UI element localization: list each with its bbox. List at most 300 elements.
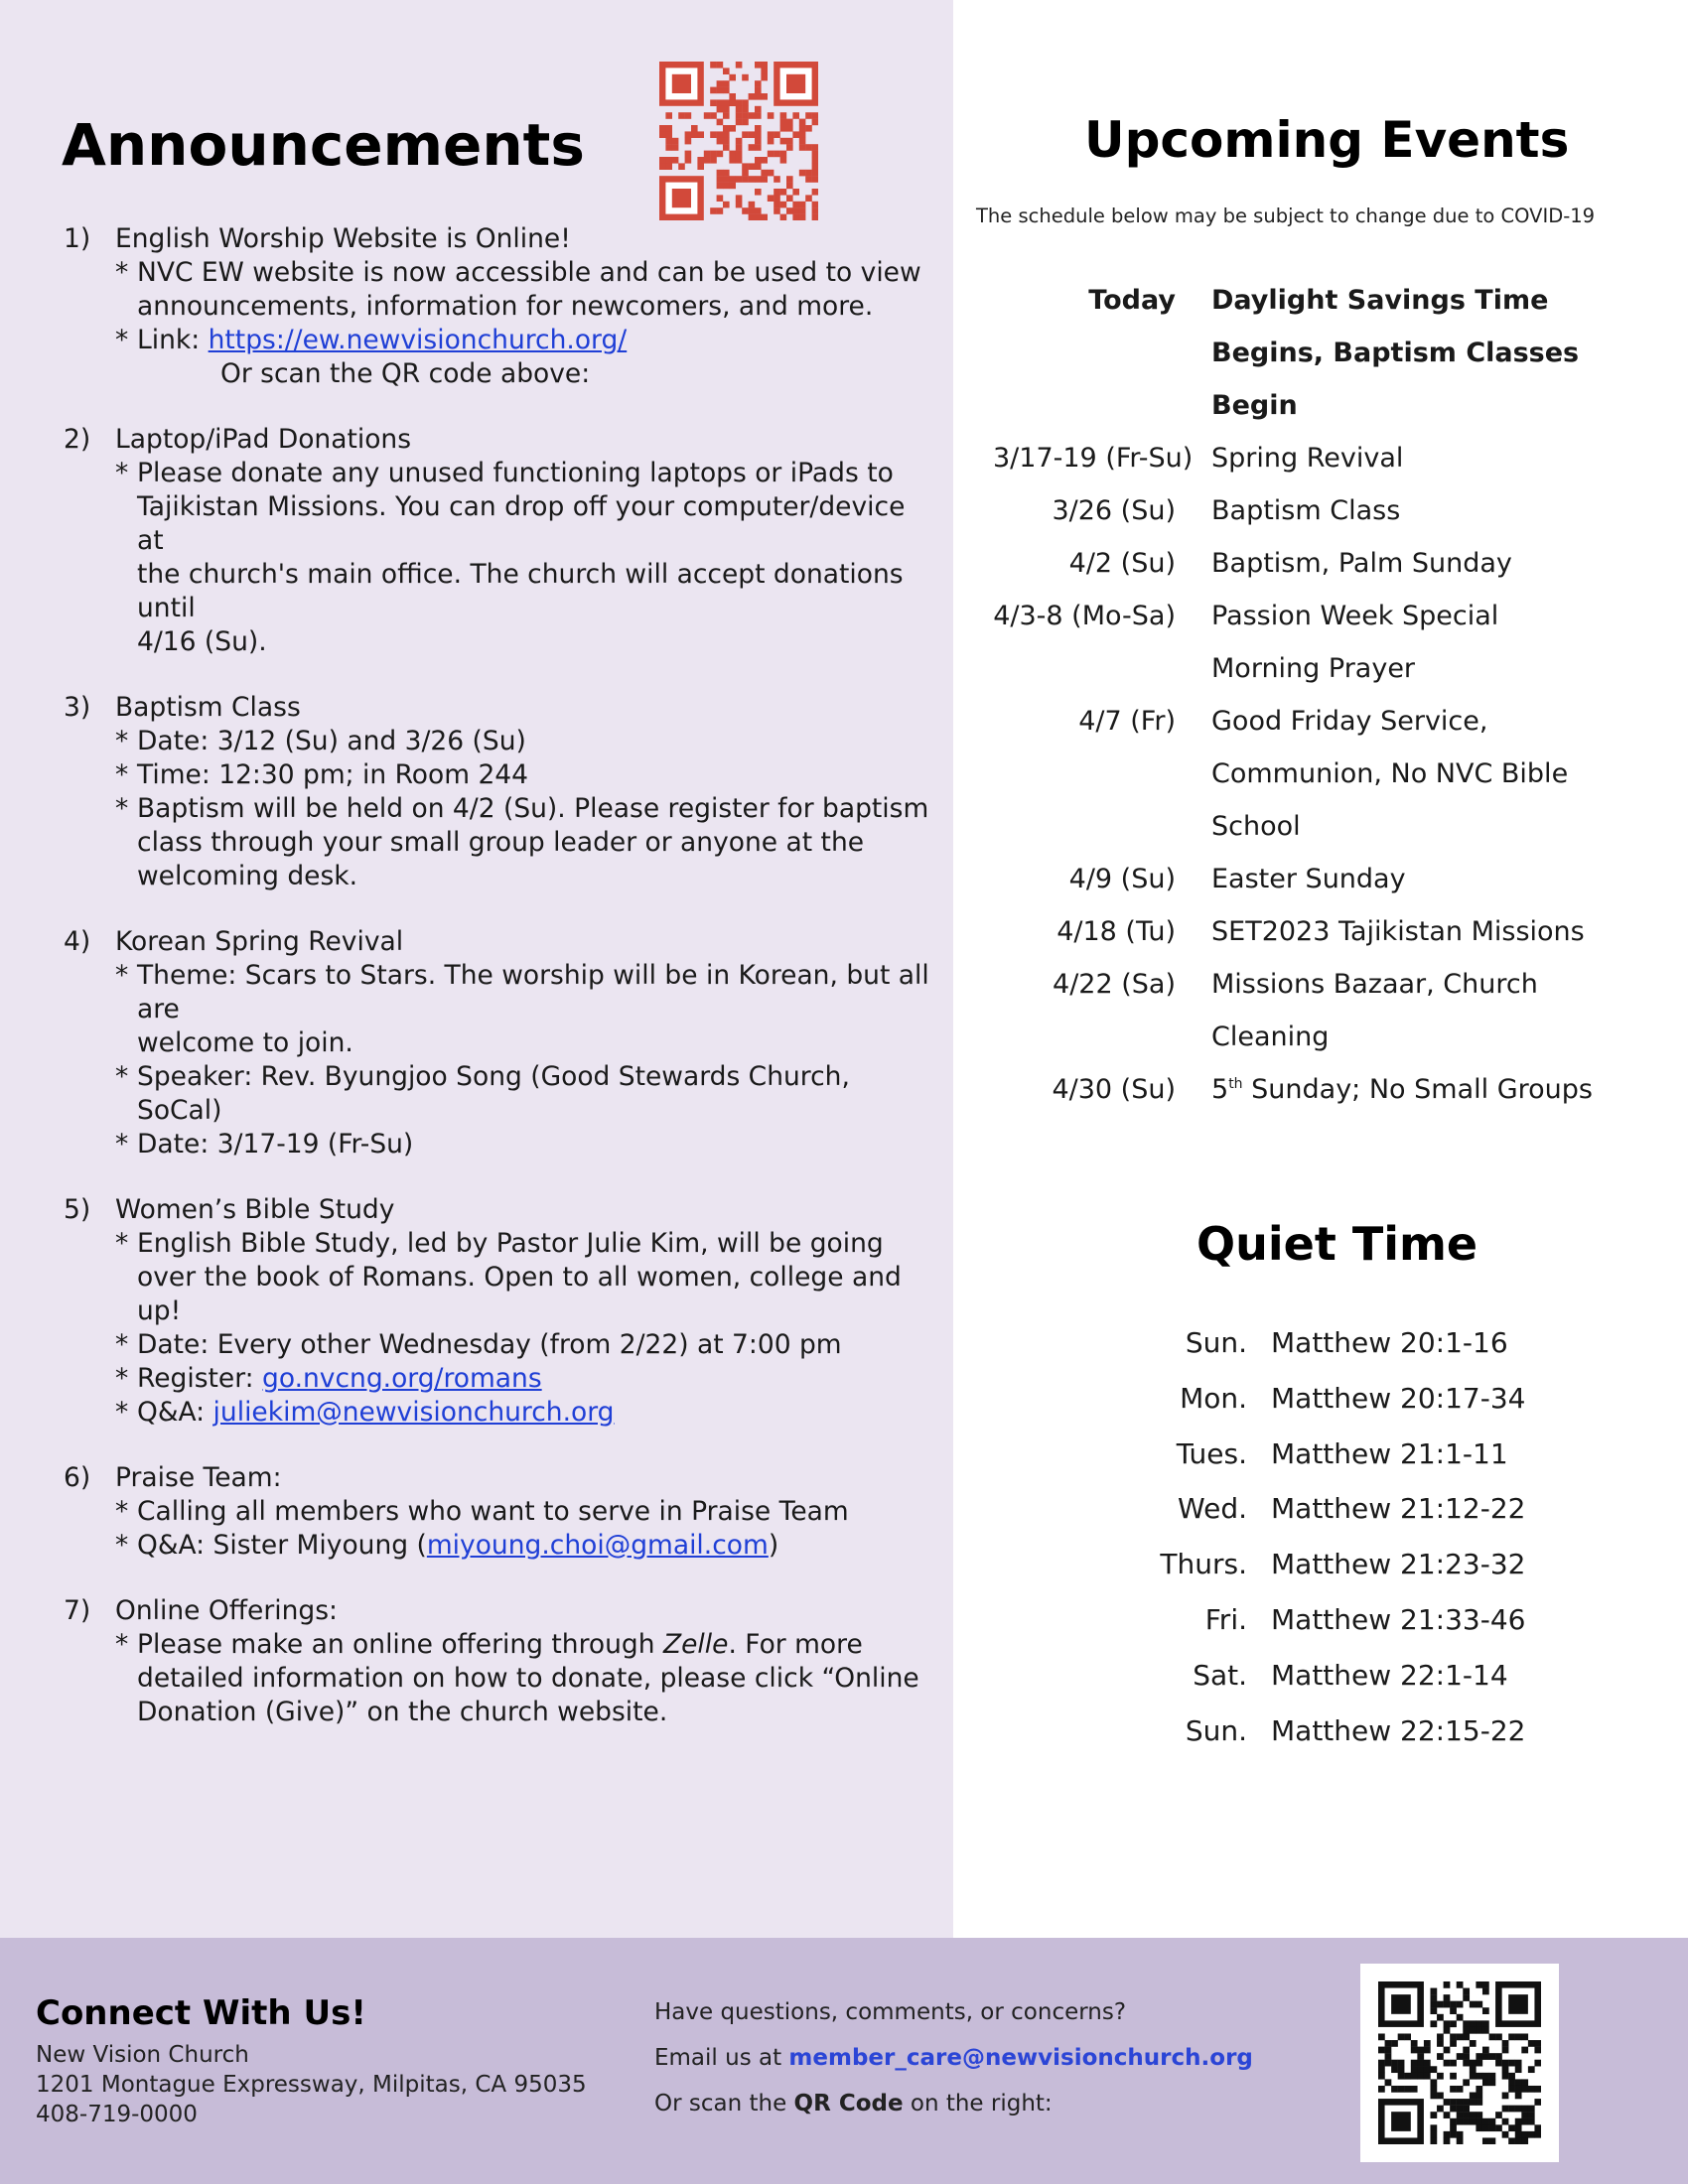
announcement-line (115, 1026, 937, 1060)
qr-module (755, 207, 762, 214)
line-text: Tajikistan Missions. You can drop off your computer/device at (137, 491, 906, 556)
qr-module (1508, 2073, 1515, 2080)
qr-module (717, 119, 724, 126)
announcement-number: 4) (64, 926, 91, 957)
qr-module (1502, 2040, 1509, 2047)
event-line: Passion Week Special (1211, 601, 1499, 631)
qr-module (1521, 2112, 1528, 2118)
qr-module (697, 163, 704, 170)
qr-module (665, 112, 672, 119)
qr-module (665, 125, 672, 132)
qr-module (1502, 2131, 1509, 2138)
qr-module (755, 176, 762, 183)
announcement-line (115, 959, 937, 1026)
qr-module (1430, 2001, 1437, 2008)
qr-module (672, 157, 679, 164)
qr-module (1430, 2066, 1437, 2073)
qr-module (742, 131, 749, 138)
link[interactable]: https://ew.newvisionchurch.org/ (208, 325, 628, 355)
qr-module (1489, 2073, 1496, 2080)
event-row (993, 905, 1678, 958)
qr-module (1515, 2033, 1522, 2040)
qr-module (1515, 2124, 1522, 2131)
qr-module (1391, 2040, 1398, 2047)
qr-module (1463, 2047, 1470, 2054)
qr-module (755, 189, 762, 196)
announcement-line (115, 1696, 937, 1729)
qr-module (1515, 2093, 1522, 2100)
qr-module (1508, 1994, 1528, 2014)
bullet: * (115, 257, 129, 288)
qr-module (1430, 2137, 1437, 2144)
event-line: Begin (1211, 390, 1298, 421)
qr-module (717, 80, 724, 87)
announcement-line (115, 826, 937, 860)
announcement-line (115, 290, 937, 324)
qr-module (1515, 2086, 1522, 2093)
qr-module (1437, 2093, 1444, 2100)
qr-module (1378, 2066, 1385, 2073)
event-line: 5th Sunday; No Small Groups (1211, 1074, 1593, 1105)
qr-module (812, 119, 818, 126)
qr-module (1476, 2053, 1482, 2060)
qr-module (755, 87, 762, 94)
qr-module (1470, 2112, 1477, 2118)
qr-module (1534, 2060, 1541, 2067)
qr-module (723, 106, 730, 113)
qr-module (1495, 2033, 1502, 2040)
qr-module (1398, 2060, 1405, 2067)
qr-module (717, 195, 724, 202)
qr-module (1444, 2112, 1451, 2118)
line-text: welcome to join. (137, 1027, 353, 1058)
qr-module (710, 99, 717, 106)
announcement-details (64, 1227, 937, 1430)
qr-module (729, 157, 736, 164)
qr-module (755, 138, 762, 145)
announcement-line (115, 1128, 937, 1161)
announcement-heading (64, 423, 937, 457)
announcement-title: Baptism Class (115, 692, 301, 723)
qr-module (723, 138, 730, 145)
qr-module (755, 106, 762, 113)
qr-module (1417, 2047, 1424, 2054)
line-text: Calling all members who want to serve in Praise Team (137, 1496, 849, 1527)
announcement-line (115, 1396, 937, 1430)
event-date: 3/17-19 (Fr-Su) (993, 443, 1194, 474)
announcement-details (64, 725, 937, 893)
bullet: * (115, 1530, 129, 1561)
qr-module (1444, 2060, 1451, 2067)
qr-module (1437, 2001, 1444, 2008)
qr-code-icon[interactable] (659, 62, 818, 220)
qr-module (786, 195, 793, 202)
qr-module (786, 183, 793, 190)
qr-module (717, 106, 724, 113)
announcement-number: 6) (64, 1462, 91, 1493)
qr-module (659, 163, 666, 170)
announcement-list (64, 222, 937, 1761)
qr-module (1476, 2118, 1482, 2125)
qr-module (729, 151, 736, 158)
announcement-title: Online Offerings: (115, 1595, 338, 1626)
qr-module (1404, 2033, 1411, 2040)
qr-module (1444, 2137, 1451, 2144)
qr-module (749, 163, 756, 170)
qr-module (1450, 2001, 1457, 2008)
qr-module (761, 214, 768, 220)
qr-module (780, 138, 787, 145)
qr-module (1521, 2137, 1528, 2144)
qr-module (736, 106, 743, 113)
qr-module (792, 112, 799, 119)
qr-module (1385, 2053, 1392, 2060)
qr-module (1457, 2001, 1464, 2008)
qr-module (1521, 2047, 1528, 2054)
link[interactable]: miyoung.choi@gmail.com (426, 1530, 769, 1561)
qr-module (1476, 2099, 1482, 2106)
qr-module (1398, 2086, 1405, 2093)
qr-module (723, 170, 730, 177)
contact-info (654, 1989, 1253, 2126)
qr-module (1424, 2040, 1431, 2047)
qr-note: Or scan the QR code above: (220, 358, 591, 389)
announcement-item (64, 423, 937, 659)
qr-module (774, 202, 780, 208)
link[interactable]: juliekim@newvisionchurch.org (212, 1397, 615, 1428)
qr-module (1430, 1988, 1437, 1995)
qr-module (1430, 2007, 1437, 2014)
qr-module (1470, 2066, 1477, 2073)
qr-module (1534, 2040, 1541, 2047)
qr-module (1502, 2047, 1509, 2054)
announcement-line (115, 1261, 937, 1328)
qr-module (749, 131, 756, 138)
qr-module (1521, 2033, 1528, 2040)
line-text: Donation (Give)” on the church website. (137, 1697, 668, 1727)
qr-module (1482, 2079, 1489, 2086)
qr-module (1457, 2033, 1464, 2040)
qr-module (768, 131, 774, 138)
qr-module (1515, 2106, 1522, 2113)
qr-module (1476, 1981, 1482, 1988)
qr-module (792, 214, 799, 220)
line-text: Q&A: Sister Miyoung ( (137, 1530, 427, 1561)
qr-module (1450, 2086, 1457, 2093)
event-row (993, 274, 1678, 432)
quiet-time-table (1142, 1315, 1525, 1758)
bullet: * (115, 1363, 129, 1394)
event-description (1211, 432, 1618, 484)
qr-module (729, 99, 736, 106)
quiet-time-row (1142, 1704, 1525, 1759)
announcement-number: 2) (64, 424, 91, 455)
event-line: Morning Prayer (1211, 653, 1416, 684)
events-title: Upcoming Events (1084, 111, 1570, 169)
qr-module (1457, 2118, 1464, 2125)
event-row (993, 484, 1678, 537)
qr-module (1463, 2079, 1470, 2086)
qr-module (786, 74, 805, 93)
qr-module (1450, 2106, 1457, 2113)
qr-module (1385, 2079, 1392, 2086)
qr-module (774, 189, 780, 196)
qr-module (1437, 2073, 1444, 2080)
qr-module (1476, 2124, 1482, 2131)
qr-module (1528, 2040, 1535, 2047)
qr-module (1437, 2106, 1444, 2113)
qr-module (672, 144, 679, 151)
email-line (654, 2035, 1253, 2081)
qr-module (1482, 1981, 1489, 1988)
qr-module (685, 157, 692, 164)
qr-module (1489, 2033, 1496, 2040)
announcement-heading (64, 222, 937, 256)
announcement-item (64, 691, 937, 893)
event-line: Cleaning (1211, 1022, 1330, 1052)
link[interactable]: go.nvcng.org/romans (262, 1363, 542, 1394)
qr-module (1398, 2066, 1405, 2073)
qr-module (749, 214, 756, 220)
qr-module (1378, 2047, 1385, 2054)
qr-module (749, 176, 756, 183)
qr-module (736, 119, 743, 126)
qr-module (1534, 2047, 1541, 2054)
qr-module (1508, 2086, 1515, 2093)
scan-strong: QR Code (793, 2091, 904, 2116)
qr-module (665, 138, 672, 145)
qr-module (1424, 2060, 1431, 2067)
qr-module (1476, 2001, 1482, 2008)
line-text: welcoming desk. (137, 861, 358, 891)
qr-module (659, 125, 666, 132)
event-date: 4/9 (Su) (1068, 864, 1176, 894)
qr-module (749, 93, 756, 100)
line-text: Please donate any unused functioning laptops or iPads to (137, 458, 894, 488)
qr-module (1482, 2027, 1489, 2034)
bullet: * (115, 1129, 129, 1160)
qr-module (774, 195, 780, 202)
qr-module (1398, 2073, 1405, 2080)
qr-module (1482, 2053, 1489, 2060)
announcement-item (64, 925, 937, 1161)
email-link[interactable]: member_care@newvisionchurch.org (788, 2045, 1253, 2071)
event-date: 4/18 (Tu) (1056, 916, 1176, 947)
qr-module (1534, 2099, 1541, 2106)
qr-module (729, 125, 736, 132)
announcement-heading (64, 925, 937, 959)
qr-module (755, 125, 762, 132)
qr-module (1450, 2040, 1457, 2047)
qr-module (1502, 2118, 1509, 2125)
footer-qr-code-icon[interactable] (1378, 1981, 1541, 2144)
qr-module (1502, 2106, 1509, 2113)
qr-module (780, 151, 787, 158)
qr-module (768, 138, 774, 145)
quiet-time-day: Sun. (1185, 1713, 1247, 1747)
qr-module (665, 157, 672, 164)
qr-module (1457, 2137, 1464, 2144)
qr-module (786, 176, 793, 183)
qr-module (1482, 2073, 1489, 2080)
quiet-time-reading: Matthew 21:1-11 (1271, 1436, 1508, 1470)
qr-module (672, 138, 679, 145)
qr-module (1444, 2001, 1451, 2008)
events-note: The schedule below may be subject to change due to COVID-19 (976, 205, 1596, 227)
event-line: Daylight Savings Time (1211, 285, 1549, 316)
qr-module (1470, 2020, 1477, 2027)
qr-module (1463, 1988, 1470, 1995)
event-date: 4/2 (Su) (1068, 548, 1176, 579)
qr-module (799, 144, 806, 151)
qr-module (805, 170, 812, 177)
qr-module (792, 202, 799, 208)
announcement-title: Korean Spring Revival (115, 926, 404, 957)
qr-module (768, 195, 774, 202)
qr-module (1444, 2020, 1451, 2027)
event-date: 4/22 (Sa) (1053, 969, 1176, 1000)
qr-module (717, 151, 724, 158)
quiet-time-row (1142, 1537, 1525, 1592)
qr-module (1417, 2060, 1424, 2067)
qr-module (723, 112, 730, 119)
quiet-time-day: Wed. (1178, 1492, 1247, 1526)
qr-module (812, 207, 818, 214)
qr-module (1463, 2027, 1470, 2034)
announcement-details (64, 1495, 937, 1563)
qr-module (1528, 2112, 1535, 2118)
qr-module (1457, 2086, 1464, 2093)
qr-module (742, 74, 749, 81)
event-row (993, 537, 1678, 590)
announcement-title: Laptop/iPad Donations (115, 424, 412, 455)
event-line: Begins, Baptism Classes (1211, 338, 1580, 368)
event-description (1211, 958, 1618, 1063)
qr-module (1482, 2047, 1489, 2054)
qr-module (742, 163, 749, 170)
qr-module (761, 62, 768, 68)
line-text: Link: (137, 325, 209, 355)
quiet-time-reading: Matthew 20:1-16 (1271, 1326, 1508, 1359)
qr-module (780, 189, 787, 196)
qr-module (1476, 2086, 1482, 2093)
church-name: New Vision Church (36, 2042, 249, 2068)
announcement-line (115, 792, 937, 826)
qr-module (1482, 2137, 1489, 2144)
qr-module (812, 112, 818, 119)
qr-module (742, 112, 749, 119)
qr-module (761, 74, 768, 81)
qr-module (799, 207, 806, 214)
announcement-item (64, 1193, 937, 1430)
qr-module (1476, 2027, 1482, 2034)
qr-module (723, 183, 730, 190)
event-line: Spring Revival (1211, 443, 1404, 474)
qr-module (685, 138, 692, 145)
qr-module (1457, 2014, 1464, 2021)
quiet-time-reading: Matthew 20:17-34 (1271, 1381, 1526, 1415)
qr-module (1495, 2112, 1502, 2118)
event-line: Baptism, Palm Sunday (1211, 548, 1512, 579)
qr-module (1385, 2040, 1392, 2047)
qr-module (1430, 2131, 1437, 2138)
scan-prefix: Or scan the (654, 2091, 794, 2116)
quiet-time-day: Tues. (1176, 1436, 1247, 1470)
qr-module (1385, 2060, 1392, 2067)
bullet: * (115, 1228, 129, 1259)
qr-module (710, 62, 717, 68)
qr-module (736, 112, 743, 119)
event-description (1211, 274, 1618, 432)
quiet-time-row (1142, 1592, 1525, 1648)
qr-module (659, 131, 666, 138)
qr-module (1482, 2124, 1489, 2131)
bullet: * (115, 1397, 129, 1428)
qr-module (1417, 2066, 1424, 2073)
qr-module (1411, 2040, 1418, 2047)
qr-module (1470, 2093, 1477, 2100)
qr-module (723, 68, 730, 74)
qr-module (736, 138, 743, 145)
qr-module (1424, 2066, 1431, 2073)
event-date: 4/30 (Su) (1052, 1074, 1176, 1105)
line-text: Date: 3/17-19 (Fr-Su) (137, 1129, 414, 1160)
qr-module (1444, 2099, 1451, 2106)
announcement-line (115, 1328, 937, 1362)
emphasis-text: Zelle (662, 1629, 729, 1660)
event-row (993, 1063, 1678, 1116)
line-text: Q&A: (137, 1397, 213, 1428)
qr-module (723, 125, 730, 132)
qr-module (1489, 2118, 1496, 2125)
line-text: class through your small group leader or anyone at the (137, 827, 865, 858)
qr-module (1444, 1981, 1451, 1988)
event-description (1211, 853, 1618, 905)
qr-module (736, 176, 743, 183)
qr-module (672, 189, 691, 207)
qr-module (1482, 1988, 1489, 1995)
qr-module (1424, 2073, 1431, 2080)
qr-module (1378, 2060, 1385, 2067)
qr-module (1391, 2086, 1398, 2093)
bullet: * (115, 1496, 129, 1527)
line-text: 4/16 (Su). (137, 626, 267, 657)
announcement-details (64, 256, 937, 391)
qr-module (1482, 2020, 1489, 2027)
quiet-time-day: Sun. (1185, 1326, 1247, 1359)
qr-module (1463, 2099, 1470, 2106)
bullet: * (115, 325, 129, 355)
qr-module (1515, 2066, 1522, 2073)
line-text: ) (768, 1530, 779, 1561)
qr-module (1521, 2131, 1528, 2138)
quiet-time-reading: Matthew 22:1-14 (1271, 1658, 1508, 1692)
qr-module (1404, 2086, 1411, 2093)
qr-module (710, 157, 717, 164)
qr-module (1430, 2112, 1437, 2118)
qr-module (717, 62, 724, 68)
qr-module (736, 195, 743, 202)
qr-module (742, 170, 749, 177)
qr-module (1463, 1994, 1470, 2001)
qr-module (1470, 2118, 1477, 2125)
qr-module (1534, 2086, 1541, 2093)
bullet: * (115, 759, 129, 790)
qr-module (1515, 2079, 1522, 2086)
qr-module (799, 131, 806, 138)
qr-module (1463, 2060, 1470, 2067)
qr-module (1482, 2007, 1489, 2014)
